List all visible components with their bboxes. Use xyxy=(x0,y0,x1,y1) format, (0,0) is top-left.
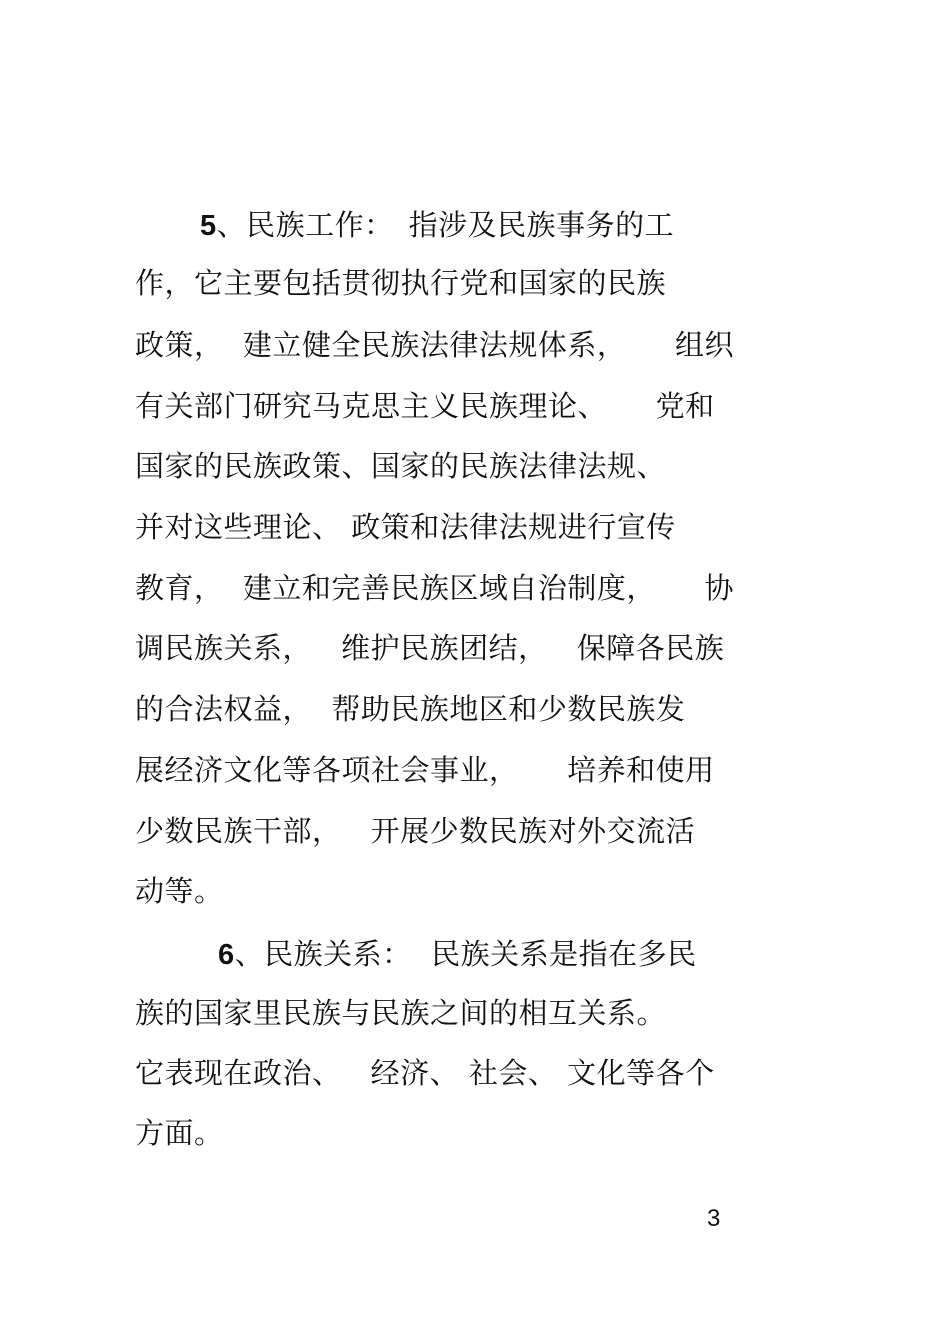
paragraph-5-line-4: 有关部门研究马克思主义民族理论、 党和 xyxy=(135,389,715,423)
paragraph-5-line-7: 教育， 建立和完善民族区域自治制度， 协 xyxy=(135,571,735,605)
paragraph-6-line-4: 方面。 xyxy=(135,1116,224,1150)
paragraph-5-number: 5 xyxy=(200,210,217,242)
paragraph-5-line-8: 调民族关系， 维护民族团结， 保障各民族 xyxy=(135,631,725,665)
paragraph-6-line-2: 族的国家里民族与民族之间的相互关系。 xyxy=(135,996,667,1030)
paragraph-5-line-1-text: 、民族工作： 指涉及民族事务的工 xyxy=(216,208,675,242)
paragraph-5-line-2: 作，它主要包括贯彻执行党和国家的民族 xyxy=(135,266,667,300)
page-number: 3 xyxy=(707,1205,721,1232)
paragraph-5-line-1 xyxy=(200,205,674,245)
paragraph-5-line-11: 少数民族干部， 开展少数民族对外交流活 xyxy=(135,814,696,848)
paragraph-5-line-5: 国家的民族政策、国家的民族法律法规、 xyxy=(135,449,667,483)
paragraph-6-number: 6 xyxy=(218,939,235,971)
paragraph-5-line-12: 动等。 xyxy=(135,874,224,908)
paragraph-5-line-10: 展经济文化等各项社会事业， 培养和使用 xyxy=(135,753,715,787)
paragraph-5-line-3: 政策， 建立健全民族法律法规体系， 组织 xyxy=(135,328,735,362)
paragraph-5-line-6: 并对这些理论、 政策和法律法规进行宣传 xyxy=(135,510,676,544)
paragraph-6-line-1-text: 、民族关系： 民族关系是指在多民 xyxy=(234,937,697,971)
paragraph-6-line-3: 它表现在政治、 经济、 社会、 文化等各个 xyxy=(135,1056,715,1090)
paragraph-6-line-1 xyxy=(218,934,697,974)
paragraph-5-line-9: 的合法权益， 帮助民族地区和少数民族发 xyxy=(135,692,686,726)
